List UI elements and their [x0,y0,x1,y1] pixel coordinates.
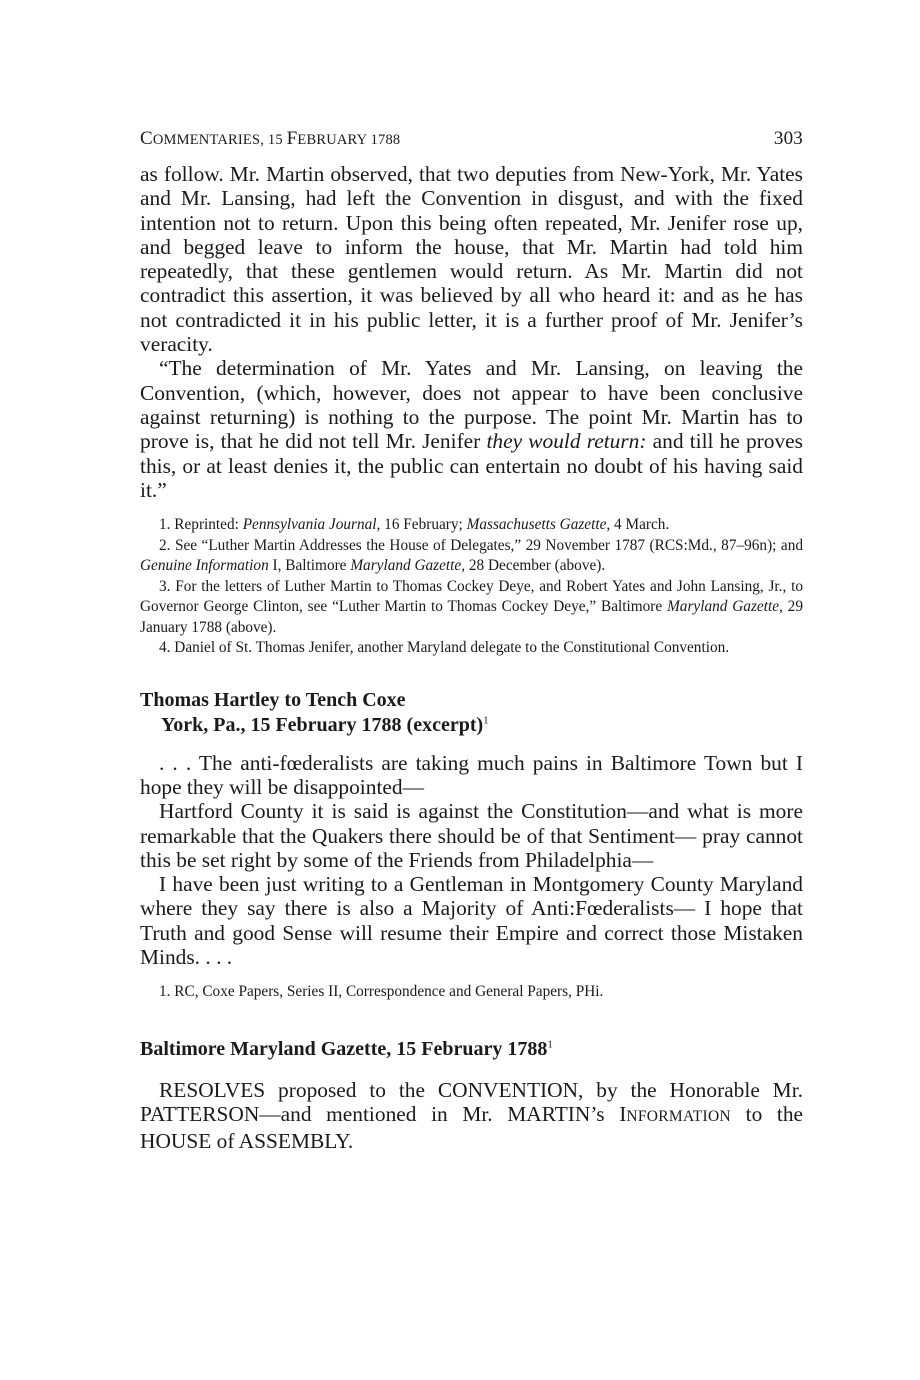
document-page [140,128,803,1154]
footnote: 2. See “Luther Martin Addresses the House of Delegates,” 29 November 1787 (RCS:Md., 87–96n); and Genuine Information I, Baltimore Maryland Gazette, 28 December (above). [140,536,803,575]
section-title: Thomas Hartley to Tench Coxe [140,688,406,711]
section-title: Baltimore Maryland Gazette, 15 February 1788$^1$ [140,1037,553,1060]
footnote: 1. Reprinted: Pennsylvania Journal, 16 February; Massachusetts Gazette, 4 March. [159,516,670,534]
footnote: 4. Daniel of St. Thomas Jenifer, another Maryland delegate to the Constitutional Convention. [159,639,730,657]
section-subtitle: York, Pa., 15 February 1788 (excerpt)$^1$ [161,713,489,736]
article1-paragraph: as follow. Mr. Martin observed, that two deputies from New-York, Mr. Yates and Mr. Lansing, had left the Convention in disgust, and with the fixed intention not to return. Upon this being often repeated, Mr. Jenifer rose up, and begged leave to inform the house, that Mr. Martin had told him repeatedly, that these gentlemen would return. As Mr. Martin did not contradict this assertion, it was believed by all who heard it: and as he has not contradicted it in his public letter, it is a further proof of Mr. Jenifer’s veracity. [140,162,803,357]
footnote-marker: 1 [547,1038,553,1051]
page-number: 303 [773,128,803,149]
footnote: 1. RC, Coxe Papers, Series II, Correspondence and General Papers, PHi. [159,983,604,1001]
letter-paragraph: I have been just writing to a Gentleman in Montgomery County Maryland where they say there is also a Majority of Anti:Fœderalists— I hope that Truth and good Sense will resume their Empire and correct those Mistaken Minds. . . . [140,872,803,970]
letter-paragraph: . . . The anti-fœderalists are taking much pains in Baltimore Town but I hope they will be disappointed— [140,750,803,799]
footnote-marker: 1 [483,714,489,726]
running-head-title: COMMENTARIES, 15 FEBRUARY 1788 [140,128,401,149]
footnote: 3. For the letters of Luther Martin to Thomas Cockey Deye, and Robert Yates and John Lansing, Jr., to Governor George Clinton, see “Luther Martin to Thomas Cockey Deye,” Baltimore Maryland Gazette, 29 January 1788 (above). [140,577,803,636]
running-head [140,128,803,150]
article3-paragraph: RESOLVES proposed to the CONVENTION, by the Honorable Mr. PATTERSON—and mentioned in Mr. MARTIN’s INFORMATION to the HOUSE of ASSEMBLY. [140,1077,804,1154]
article1-paragraph: “The determination of Mr. Yates and Mr. Lansing, on leaving the Convention, (which, however, does not appear to have been conclusive against returning) is nothing to the purpose. The point Mr. Martin has to prove is, that he did not tell Mr. Jenifer they would return: and till he proves this, or at least denies it, the public can entertain no doubt of his having said it.” [140,356,804,502]
article1-notes [140,515,803,659]
letter-paragraph: Hartford County it is said is against the Constitution—and what is more remarkable that the Quakers there should be of that Sentiment— pray cannot this be set right by some of the Friends from Philadelphia— [140,799,803,872]
